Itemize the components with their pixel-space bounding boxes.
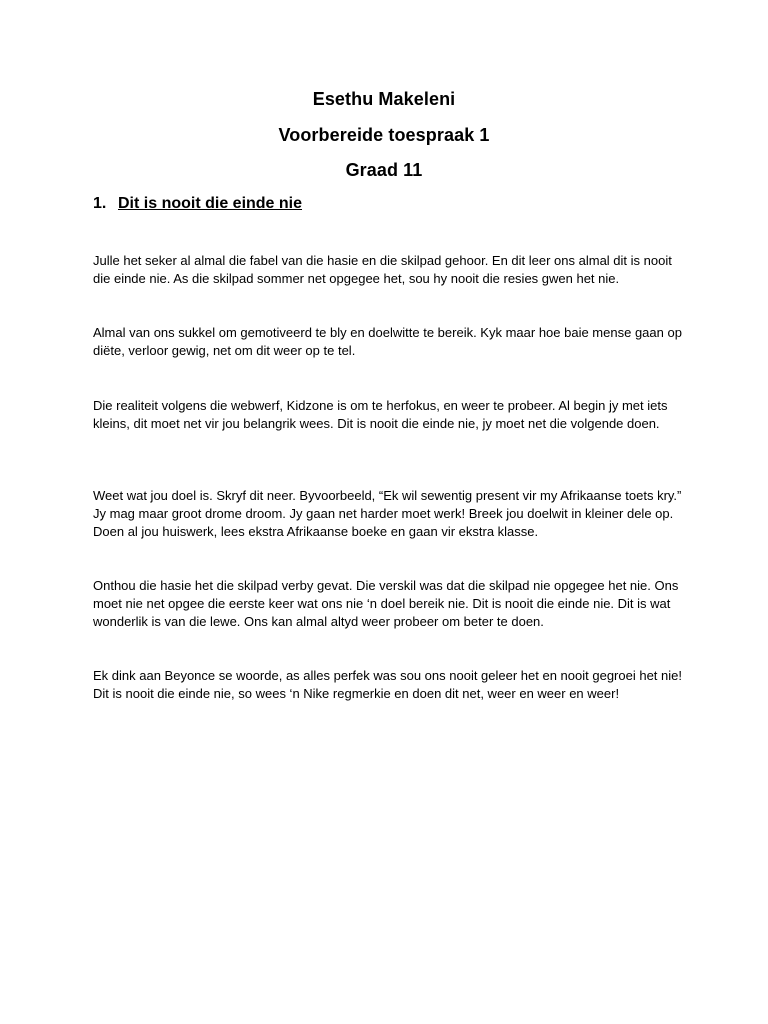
grade-label: Graad 11 — [345, 160, 423, 180]
paragraph: Weet wat jou doel is. Skryf dit neer. Byvoorbeeld, “Ek wil sewentig present vir my Afrikaanse toets kry.” Jy mag maar groot drome droom. Jy gaan net harder moet werk! Breek jou doelwit in kleiner dele op. Doen al jou huiswerk, lees ekstra Afrikaanse boeke en gaan vir ekstra klasse. — [93, 488, 682, 539]
paragraph: Julle het seker al almal die fabel van die hasie en die skilpad gehoor. En dit leer ons almal dit is nooit die einde nie. As die skilpad sommer net opgegee het, sou hy nooit die resies gwen het nie. — [93, 253, 672, 286]
author-name: Esethu Makeleni — [312, 89, 456, 109]
paragraph: Onthou die hasie het die skilpad verby gevat. Die verskil was dat die skilpad nie opgegee het nie. Ons moet nie net opgee die eerste keer wat ons nie ‘n doel bereik nie. Dit is nooit die einde nie. Dit is wat wonderlik is van die lewe. Ons kan almal altyd weer probeer om beter te doen. — [93, 578, 679, 629]
document-title: Voorbereide toespraak 1 — [278, 125, 490, 145]
section-number: 1. — [93, 195, 107, 212]
section-heading-text: Dit is nooit die einde nie — [118, 195, 303, 212]
paragraph: Ek dink aan Beyonce se woorde, as alles perfek was sou ons nooit geleer het en nooit gegroei het nie! Dit is nooit die einde nie, so wees ‘n Nike regmerkie en doen dit net, weer en weer en weer! — [93, 668, 682, 701]
paragraph: Almal van ons sukkel om gemotiveerd te bly en doelwitte te bereik. Kyk maar hoe baie mense gaan op diëte, verloor gewig, net om dit weer op te tel. — [93, 325, 682, 358]
paragraph: Die realiteit volgens die webwerf, Kidzone is om te herfokus, en weer te probeer. Al begin jy met iets kleins, dit moet net vir jou belangrik wees. Dit is nooit die einde nie, jy moet net die volgende doen. — [93, 398, 668, 431]
section-heading — [93, 193, 302, 215]
